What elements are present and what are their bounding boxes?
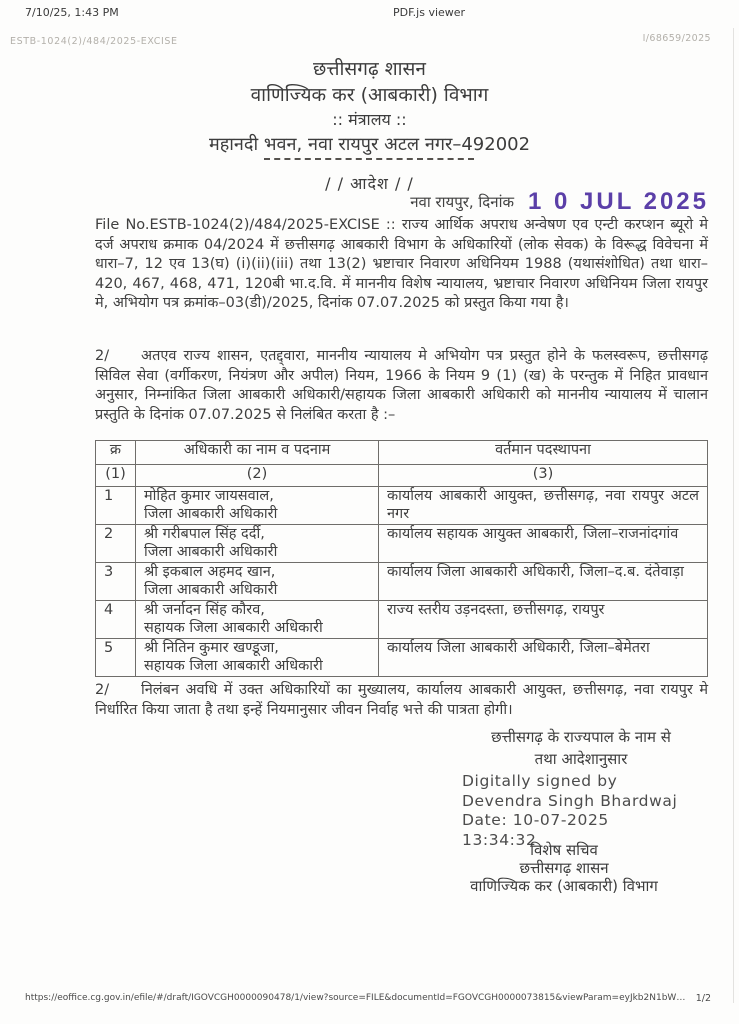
row-serial: 1: [96, 487, 136, 525]
officer-designation: जिला आबकारी अधिकारी: [144, 581, 278, 598]
row-posting: कार्यालय जिला आबकारी अधिकारी, जिला–द.ब. दंतेवाड़ा: [379, 563, 708, 601]
signatory-government: छत्तीसगढ़ शासन: [519, 859, 609, 877]
digital-signature-line: Digitally signed by: [462, 772, 618, 790]
col-header-serial: क्र: [96, 441, 136, 465]
row-serial: 2: [96, 525, 136, 563]
officer-designation: जिला आबकारी अधिकारी: [144, 543, 278, 560]
dashed-divider: [264, 158, 474, 160]
letterhead-government: छत्तीसगढ़ शासन: [313, 58, 426, 80]
officer-name: श्री गरीबपाल सिंह दर्दी,: [144, 526, 265, 542]
row-name: [136, 563, 379, 601]
officer-name: मोहित कुमार जायसवाल,: [144, 488, 274, 504]
place-date-label: नवा रायपुर, दिनांक: [410, 193, 514, 211]
digital-signature-name: Devendra Singh Bhardwaj: [462, 791, 678, 810]
signatory-block: [420, 841, 708, 895]
file-reference-left: ESTB-1024(2)/484/2025-EXCISE: [10, 36, 178, 47]
row-serial: 5: [96, 639, 136, 677]
officer-name: श्री जर्नादन सिंह कौरव,: [144, 602, 265, 618]
letterhead-ministry: :: मंत्रालय ::: [332, 110, 407, 129]
paragraph-3: [95, 681, 708, 720]
officer-designation: सहायक जिला आबकारी अधिकारी: [144, 657, 323, 674]
table-header-row: [96, 441, 708, 465]
digital-signature-time: 13:34:32: [462, 830, 537, 849]
col-number-1: (1): [96, 465, 136, 487]
col-header-name: अधिकारी का नाम व पदनाम: [136, 441, 379, 465]
row-serial: 3: [96, 563, 136, 601]
row-serial: 4: [96, 601, 136, 639]
date-stamp: 1 0 JUL 2025: [528, 188, 709, 215]
letterhead-department: वाणिज्यिक कर (आबकारी) विभाग: [250, 84, 489, 106]
order-heading: / / आदेश / /: [325, 174, 414, 193]
row-name: [136, 487, 379, 525]
officer-designation: सहायक जिला आबकारी अधिकारी: [144, 619, 323, 636]
row-posting: कार्यालय आबकारी आयुक्त, छत्तीसगढ़, नवा रायपुर अटल नगर: [379, 487, 708, 525]
table-row: [96, 487, 708, 525]
suspended-officers-table: [95, 440, 708, 677]
paragraph-2: [95, 347, 708, 425]
table-row: [96, 563, 708, 601]
letterhead: [0, 56, 739, 157]
footer-page-number: 1/2: [695, 993, 711, 1004]
row-name: [136, 601, 379, 639]
paragraph-2-text: अतएव राज्य शासन, एतद्द्वारा, माननीय न्यायालय मे अभियोग पत्र प्रस्तुत होने के फलस्वरूप, छत्तीसगढ़ सिविल सेवा (वर्गीकरण, नियंत्रण और अपील) नियम, 1966 के नियम 9 (1) (ख) के परन्तुक में निहित प्रावधान अनुसार, निम्नांकित जिला आबकारी अधिकारी/सहायक जिला आबकारी अधिकारी को माननीय न्यायालय में चालान प्रस्तुति के दिनांक 07.07.2025 से निलंबित करता है :–: [95, 348, 708, 423]
col-header-posting: वर्तमान पदस्थापना: [379, 441, 708, 465]
print-datetime: 7/10/25, 1:43 PM: [25, 6, 119, 19]
col-number-2: (2): [136, 465, 379, 487]
file-reference-right: I/68659/2025: [642, 33, 711, 44]
digital-signature-date: Date: 10-07-2025: [462, 811, 609, 829]
table-row: [96, 525, 708, 563]
digital-signature: [462, 772, 677, 850]
signatory-department: वाणिज्यिक कर (आबकारी) विभाग: [470, 877, 658, 895]
officer-name: श्री इकबाल अहमद खान,: [144, 564, 276, 580]
print-header: [0, 6, 739, 22]
paragraph-3-number: 2/: [95, 682, 110, 698]
row-posting: कार्यालय सहायक आयुक्त आबकारी, जिला–राजनांदगांव: [379, 525, 708, 563]
paragraph-3-text: निलंबन अवधि में उक्त अधिकारियों का मुख्यालय, कार्यालय आबकारी आयुक्त, छत्तीसगढ़, नवा रायपुर मे निर्धारित किया जाता है तथा इन्हें नियमानुसार जीवन निर्वाह भत्ते की पात्रता होगी।: [95, 682, 708, 718]
signoff-line-1: छत्तीसगढ़ के राज्यपाल के नाम से: [491, 728, 671, 746]
table-row: [96, 639, 708, 677]
paragraph-2-number: 2/: [95, 348, 110, 364]
table-row: [96, 601, 708, 639]
paragraph-1: File No.ESTB-1024(2)/484/2025-EXCISE :: राज्य आर्थिक अपराध अन्वेषण एव एन्टी करप्शन ब्यूरो मे दर्ज अपराध क्रमाक 04/2024 में छत्तीसगढ़ आबकारी विभाग के अधिकारियों (लोक सेवक) के विरूद्ध विवेचना में धारा–7, 12 एव 13(घ) (i)(ii)(iii) तथा 13(2) भ्रष्टाचार निवारण अधिनियम 1988 (यथासंशोधित) तथा धारा–420, 467, 468, 471, 120बी भा.द.वि. में माननीय विशेष न्यायालय, भ्रष्टाचार निवारण अधिनियम जिला रायपुर मे, अभियोग पत्र क्रमांक–03(डी)/2025, दिनांक 07.07.2025 को प्रस्तुत किया गया है।: [95, 217, 708, 312]
signatory-designation: विशेष सचिव: [530, 841, 598, 859]
row-name: [136, 639, 379, 677]
row-name: [136, 525, 379, 563]
signoff-line-2: तथा आदेशानुसार: [534, 750, 628, 768]
pdf-viewer-title: PDF.js viewer: [393, 6, 466, 19]
governor-signoff: [452, 726, 710, 770]
col-number-3: (3): [379, 465, 708, 487]
letterhead-address: महानदी भवन, नवा रायपुर अटल नगर–492002: [208, 134, 531, 155]
table-numbering-row: [96, 465, 708, 487]
officer-name: श्री नितिन कुमार खण्डूजा,: [144, 640, 279, 656]
row-posting: राज्य स्तरीय उड़नदस्ता, छत्तीसगढ़, रायपुर: [379, 601, 708, 639]
row-posting: कार्यालय जिला आबकारी अधिकारी, जिला–बेमेतरा: [379, 639, 708, 677]
footer-url: https://eoffice.cg.gov.in/efile/#/draft/IGOVCGH0000090478/1/view?source=FILE&documentId=FGOVCGH0000073815&viewParam=eyJkb2N1bW…: [25, 993, 686, 1003]
place-date-line: [410, 188, 709, 216]
officer-designation: जिला आबकारी अधिकारी: [144, 505, 278, 522]
